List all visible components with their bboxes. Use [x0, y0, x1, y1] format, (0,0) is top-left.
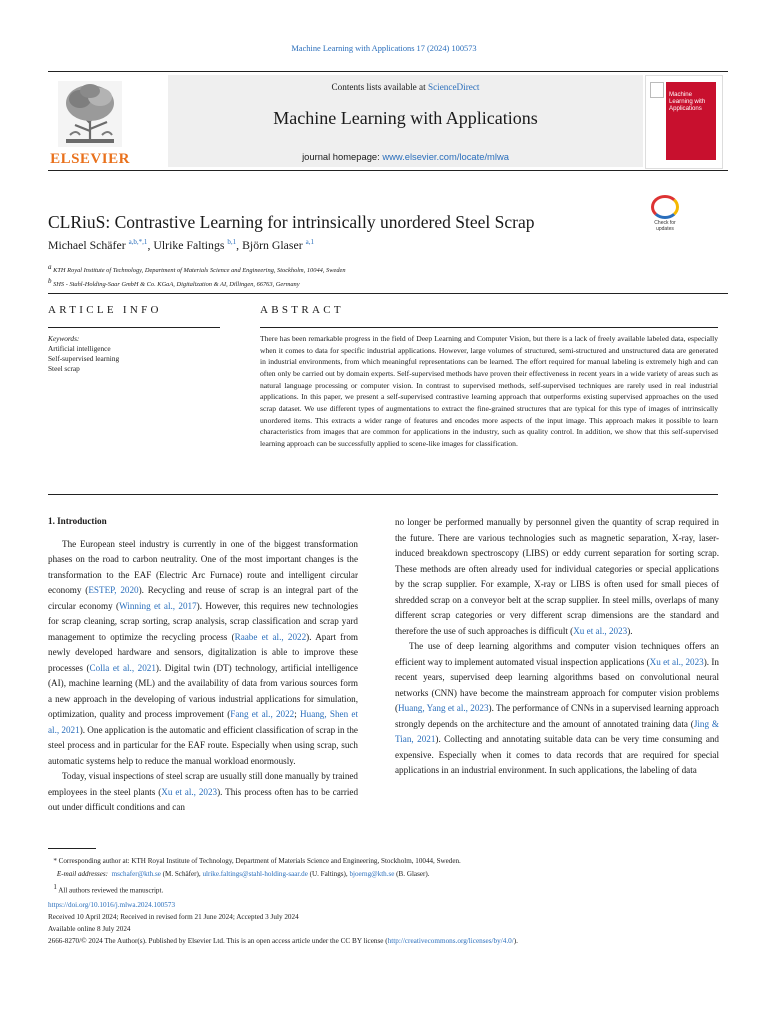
keyword-item: Self-supervised learning	[48, 354, 120, 363]
citation-link[interactable]: Colla et al., 2021	[89, 662, 156, 673]
paragraph-text: ).	[627, 625, 633, 636]
paragraph-text: The use of deep learning algorithms and computer vision techniques offers an efficient way to implement automated visual inspection applications (	[395, 641, 719, 667]
masthead-top-rule	[48, 71, 728, 72]
body-paragraph	[48, 769, 358, 816]
citation-link[interactable]: Xu et al., 2023	[573, 625, 628, 636]
journal-title: Machine Learning with Applications	[273, 108, 538, 128]
license-line: 2666-8270/© 2024 The Author(s). Published by Elsevier Ltd. This is an open access article under the CC BY license (http://creativecommons.org/licenses/by/4.0/).	[48, 937, 518, 945]
paragraph-text: ). Collecting and annotating suitable data can be very time consuming and expensive. Especially when it comes to data records that are required for special applications in an industrial environment. In such applications, the labeling of data	[395, 734, 719, 775]
journal-cover-thumbnail[interactable]	[645, 75, 723, 169]
check-updates-icon	[651, 195, 679, 219]
paragraph-text: ). Digital twin (DT) technology, artificial intelligence (AI), machine learning (ML) and the availability of data from various sources form a new approach in the developing of various industrial applications for simulation, optimization, quality and process improvement (	[48, 662, 358, 719]
body-paragraph	[48, 537, 358, 770]
contents-available-line	[168, 82, 643, 92]
keywords-block	[48, 334, 218, 374]
citation-link[interactable]: Xu et al., 2023	[649, 656, 704, 667]
cover-publisher-mark-icon	[650, 82, 664, 98]
author-list: Michael Schäfer $^{a,b,*,1}$, Ulrike Faltings $^{b,1}$, Björn Glaser $^{a,1}$	[48, 238, 314, 252]
homepage-link[interactable]: www.elsevier.com/locate/mlwa	[382, 151, 509, 162]
doi-link[interactable]: https://doi.org/10.1016/j.mlwa.2024.100573	[48, 901, 176, 909]
received-dates: Received 10 April 2024; Received in revised form 21 June 2024; Accepted 3 July 2024	[48, 913, 299, 921]
email-link[interactable]: bjoerng@kth.se	[349, 870, 395, 878]
article-info-heading: ARTICLE INFO	[48, 304, 162, 316]
citation-link[interactable]: Fang et al., 2022	[230, 709, 295, 719]
author-affiliation-marker[interactable]: a,b,*,1	[128, 238, 148, 247]
paragraph-text: ). One application is the automatic and efficient classification of scrap in the steel process and in particular for the EAF route. Especially when using scrap, such automatic systems help to reduce the manual workload enormously.	[48, 724, 358, 766]
paragraph-text: ). Apart from newly developed hardware and sensors, digitalization is able to improve these processes (	[48, 631, 358, 673]
keywords-label: Keywords:	[48, 334, 80, 343]
journal-citation-line[interactable]: Machine Learning with Applications 17 (2024) 100573	[291, 44, 477, 53]
paragraph-text: ). Recycling and reuse of scrap is an integral part of the circular economy (	[48, 585, 359, 611]
affiliation-item: $^a$ KTH Royal Institute of Technology, Department of Materials Science and Engineering, Stockholm, 10044, Sweden	[48, 263, 346, 275]
corresponding-author-note: * Corresponding author at: KTH Royal Institute of Technology, Department of Materials Science and Engineering, Stockholm, 10044, Sweden.	[48, 857, 461, 865]
article-title: CLRiuS: Contrastive Learning for intrinsically unordered Steel Scrap	[48, 212, 535, 232]
author-affiliation-marker[interactable]: b,1	[227, 238, 237, 247]
email-addresses-note: E-mail addresses: mschafer@kth.se (M. Schäfer), ulrike.faltings@stahl-holding-saar.de (U. Faltings), bjoerng@kth.se (B. Glaser).	[56, 870, 430, 878]
masthead-center-band	[168, 75, 643, 167]
body-paragraph	[395, 515, 719, 639]
paragraph-text: ). However, this requires new technologies for scrap cleaning, scrap sorting, scrap analysis, scrap classification and scrap yard management to optimize the recycling process (	[48, 600, 358, 642]
journal-masthead	[48, 71, 728, 171]
paragraph-text: ;	[294, 709, 301, 719]
paragraph-text: ). The performance of CNNs in a supervised learning approach strongly depends on the architecture and the amount of annotated training data (	[395, 703, 719, 729]
journal-homepage-line	[168, 151, 643, 162]
citation-link[interactable]: Xu et al., 2023	[161, 786, 218, 797]
citation-link[interactable]: Huang, Yang et al., 2023	[398, 703, 489, 713]
abstract-heading: ABSTRACT	[260, 304, 344, 316]
email-link[interactable]: mschafer@kth.se	[111, 870, 161, 878]
section-divider	[48, 293, 728, 294]
masthead-bottom-rule	[48, 170, 728, 171]
citation-link[interactable]: ESTEP, 2020	[88, 585, 139, 595]
author-name[interactable]: Björn Glaser	[242, 238, 303, 252]
author-affiliation-marker[interactable]: a,1	[305, 238, 314, 247]
footnotes	[48, 855, 728, 897]
citation-link[interactable]: Winning et al., 2017	[119, 600, 197, 611]
footnote-rule	[48, 848, 96, 849]
paragraph-text: The European steel industry is currently in one of the biggest transformation phases on the road to carbon neutrality. One of the most important changes is the transformation to the EAF (Electric Arc Furnace) route and intelligent circular economy (	[48, 538, 358, 595]
abstract-text: There has been remarkable progress in the field of Deep Learning and Computer Vision, but there is a lack of freely available labeled data, especially when it comes to data for specific industrial applications. However, large volumes of structured, semi-structured and unstructured data are generated in industrial environments, from which meaningful representations can be learned. The effort required for manual labeling is extremely high and can often only be carried out by domain experts. Self-supervised methods have proven their effectiveness in recent years in a wide variety of areas such as natural language processing or computer vision. In contrast to supervised methods, self-supervised techniques are rarely used in real industrial applications. In this paper, we present a self-supervised contrastive learning approach that outperforms existing supervised approaches on the used scrap dataset. We use different types of augmentations to extract the fine-grained structures that are typical for this type of images of intrinsically unordered items. This extracts a wider range of features and encodes more aspects of the input image. This approach makes it possible to learn characteristics from images that are common for applications in the industry, such as quality control. In addition, we show that this self-supervised learning approach can be successfully applied to scene-like images for classification.	[260, 334, 718, 448]
introduction-heading: 1. Introduction	[48, 516, 107, 526]
body-column-left	[48, 514, 358, 816]
cover-red-panel	[666, 82, 716, 160]
license-link[interactable]: http://creativecommons.org/licenses/by/4.0/	[387, 937, 514, 945]
check-updates-label: Check for updates	[654, 220, 676, 232]
author-name[interactable]: Ulrike Faltings	[153, 238, 225, 252]
body-column-right	[395, 515, 719, 779]
sciencedirect-link[interactable]: ScienceDirect	[427, 82, 480, 92]
citation-link[interactable]: Huang, Shen et al., 2021	[48, 709, 358, 735]
citation-link[interactable]: Raabe et al., 2022	[234, 631, 307, 642]
author-name[interactable]: Michael Schäfer	[48, 238, 126, 252]
publication-info	[48, 899, 728, 947]
check-for-updates-button[interactable]	[648, 195, 682, 232]
abstract-bottom-rule	[48, 494, 718, 495]
keyword-item: Steel scrap	[48, 364, 80, 373]
affiliation-item: $^b$ SHS - Stahl-Holding-Saar GmbH & Co. KGaA, Digitalization & AI, Dillingen, 66763, Germany	[48, 277, 300, 289]
affiliation-list	[48, 262, 688, 290]
contents-prefix: Contents lists available at	[331, 82, 428, 92]
author-contribution-note: $^1$ All authors reviewed the manuscript.	[53, 883, 164, 895]
citation-link[interactable]: Jing & Tian, 2021	[395, 718, 719, 744]
email-link[interactable]: ulrike.faltings@stahl-holding-saar.de	[202, 870, 308, 878]
available-online-date: Available online 8 July 2024	[48, 925, 131, 933]
paragraph-text: no longer be performed manually by personnel given the quantity of scrap required in the future. There are various technologies such as magnetic separation, X-ray, laser-induced breakdown spectroscopy (LIBS) or eddy current separation for sorting scrap. These methods are often already used for individual categories or special applications by the scrap supplier. For example, X-ray or LIBS is often used for small pieces of shredded scrap on a conveyor belt at the scrap supplier. In steel mills, overlaps of many different scrap categories or very different scrap dimensions are the standard and therefore the use of such approaches is difficult (	[395, 517, 719, 636]
body-paragraph	[395, 639, 719, 779]
article-info-rule	[48, 327, 220, 328]
paragraph-text: ). In recent years, supervised deep learning algorithms based on convolutional neural networks (CNN) have become the mainstream approach for computer vision problems (	[395, 656, 719, 713]
keyword-item: Artificial intelligence	[48, 344, 111, 353]
paragraph-text: Today, visual inspections of steel scrap are usually still done manually by trained employees in the steel plants (	[48, 771, 358, 797]
cover-title: Machine Learning with Applications	[669, 91, 706, 112]
abstract-rule	[260, 327, 718, 328]
homepage-prefix: journal homepage:	[302, 151, 383, 162]
elsevier-wordmark[interactable]: ELSEVIER	[50, 151, 130, 167]
paragraph-text: ). This process often has to be carried out under difficult conditions and can	[48, 786, 359, 812]
